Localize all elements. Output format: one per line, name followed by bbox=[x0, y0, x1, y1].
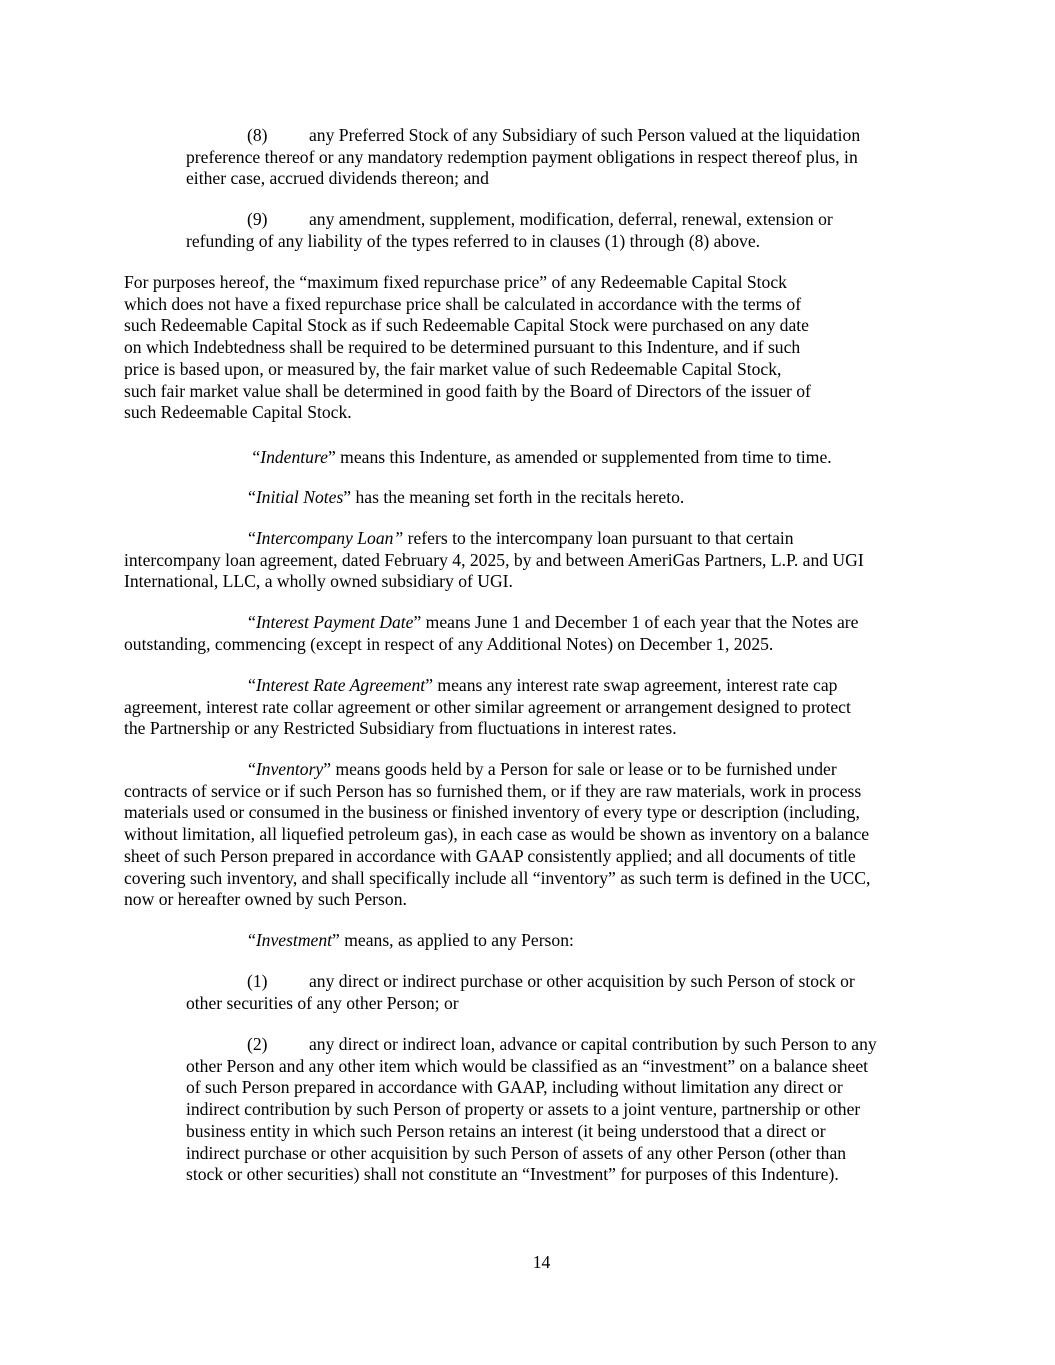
purposes-line: such Redeemable Capital Stock. bbox=[124, 402, 352, 423]
clause-8-number: (8) bbox=[247, 125, 268, 145]
investment-clause-2 bbox=[186, 1034, 877, 1186]
investment-clause-2-number: (2) bbox=[247, 1034, 268, 1054]
open-quote: “ bbox=[248, 759, 256, 779]
definition-line: the Partnership or any Restricted Subsidiary from fluctuations in interest rates. bbox=[124, 718, 677, 739]
investment-clause-2-line-1: any direct or indirect loan, advance or capital contribution by such Person to any bbox=[309, 1034, 877, 1054]
definition-initial-notes bbox=[124, 487, 684, 509]
investment-clause-1 bbox=[186, 971, 855, 1014]
defined-term: Interest Payment Date bbox=[255, 612, 414, 632]
defined-term: Initial Notes bbox=[255, 487, 344, 507]
investment-clause-2-line: indirect purchase or other acquisition by such Person of assets of any other Person (other than bbox=[186, 1142, 847, 1163]
clause-9-line-1: any amendment, supplement, modification, deferral, renewal, extension or bbox=[309, 209, 833, 229]
investment-clause-1-number: (1) bbox=[247, 971, 268, 991]
definition-interest-rate-agreement bbox=[124, 675, 851, 740]
definition-line: without limitation, all liquefied petroleum gas), in each case as would be shown as inventory on a balance bbox=[124, 824, 870, 845]
purposes-line: price is based upon, or measured by, the fair market value of such Redeemable Capital Stock, bbox=[124, 358, 782, 379]
defined-term: Indenture bbox=[260, 447, 328, 467]
definition-line: materials used or consumed in the business or finished inventory of every type or description (including, bbox=[124, 802, 860, 823]
open-quote: “ bbox=[248, 447, 261, 467]
open-quote: “ bbox=[248, 528, 256, 548]
investment-clause-2-line: stock or other securities) shall not constitute an “Investment” for purposes of this Indenture). bbox=[186, 1164, 839, 1185]
defined-term: Investment bbox=[255, 930, 333, 950]
clause-8-line-3: either case, accrued dividends thereon; and bbox=[186, 168, 489, 189]
definition-indenture bbox=[124, 447, 832, 469]
definition-line: intercompany loan agreement, dated February 4, 2025, by and between AmeriGas Partners, L.P. and UGI bbox=[124, 549, 864, 570]
investment-clause-2-line: business entity in which such Person retains an interest (it being understood that a direct or bbox=[186, 1120, 826, 1141]
clause-9-line-2: refunding of any liability of the types referred to in clauses (1) through (8) above. bbox=[186, 230, 761, 251]
definition-text: ” has the meaning set forth in the recitals hereto. bbox=[343, 487, 685, 507]
definition-line: agreement, interest rate collar agreement or other similar agreement or arrangement designed to protect bbox=[124, 696, 851, 717]
definition-interest-payment-date bbox=[124, 612, 858, 655]
purposes-line: For purposes hereof, the “maximum fixed repurchase price” of any Redeemable Capital Stock bbox=[124, 272, 787, 292]
open-quote: “ bbox=[248, 930, 256, 950]
open-quote: “ bbox=[248, 487, 256, 507]
definition-text: ” means this Indenture, as amended or supplemented from time to time. bbox=[327, 447, 832, 467]
definition-text: ” means June 1 and December 1 of each year that the Notes are bbox=[413, 612, 859, 632]
definition-line: International, LLC, a wholly owned subsidiary of UGI. bbox=[124, 571, 513, 592]
definition-intercompany-loan bbox=[124, 528, 864, 593]
clause-8-line-1: any Preferred Stock of any Subsidiary of such Person valued at the liquidation bbox=[309, 125, 861, 145]
definition-inventory bbox=[124, 759, 870, 911]
definition-text: ” means any interest rate swap agreement, interest rate cap bbox=[425, 675, 838, 695]
clause-8 bbox=[186, 125, 860, 190]
open-quote: “ bbox=[248, 675, 256, 695]
clause-9 bbox=[186, 209, 833, 252]
purposes-line: on which Indebtedness shall be required to be determined pursuant to this Indenture, and if such bbox=[124, 337, 801, 358]
defined-term: Inventory bbox=[255, 759, 324, 779]
page-number: 14 bbox=[532, 1252, 551, 1272]
definition-text: ” means goods held by a Person for sale or lease or to be furnished under bbox=[323, 759, 837, 779]
definition-line: outstanding, commencing (except in respect of any Additional Notes) on December 1, 2025. bbox=[124, 633, 774, 654]
clause-8-line-2: preference thereof or any mandatory redemption payment obligations in respect thereof plus, in bbox=[186, 146, 858, 167]
definition-line: covering such inventory, and shall specifically include all “inventory” as such term is defined in the UCC, bbox=[124, 867, 871, 888]
definition-text: ” means, as applied to any Person: bbox=[332, 930, 574, 950]
investment-clause-2-line: other Person and any other item which would be classified as an “investment” on a balance sheet bbox=[186, 1055, 869, 1076]
investment-clause-1-line-1: any direct or indirect purchase or other acquisition by such Person of stock or bbox=[309, 971, 855, 991]
defined-term: Intercompany Loan” bbox=[255, 528, 404, 548]
purposes-line: which does not have a fixed repurchase price shall be calculated in accordance with the terms of bbox=[124, 293, 802, 314]
defined-term: Interest Rate Agreement bbox=[255, 675, 426, 695]
purposes-line: such fair market value shall be determined in good faith by the Board of Directors of the issuer of bbox=[124, 380, 811, 401]
purposes-line: such Redeemable Capital Stock as if such Redeemable Capital Stock were purchased on any date bbox=[124, 315, 809, 336]
definition-text: refers to the intercompany loan pursuant to that certain bbox=[403, 528, 794, 548]
investment-clause-1-line-2: other securities of any other Person; or bbox=[186, 992, 459, 1013]
investment-clause-2-line: indirect contribution by such Person of property or assets to a joint venture, partnership or other bbox=[186, 1099, 861, 1120]
definition-line: contracts of service or if such Person has so furnished them, or if they are raw materials, work in process bbox=[124, 780, 862, 801]
clause-9-number: (9) bbox=[247, 209, 268, 229]
definition-investment bbox=[124, 930, 574, 952]
definition-line: sheet of such Person prepared in accordance with GAAP consistently applied; and all documents of title bbox=[124, 845, 856, 866]
open-quote: “ bbox=[248, 612, 256, 632]
definition-line: now or hereafter owned by such Person. bbox=[124, 889, 407, 910]
purposes-paragraph bbox=[124, 272, 811, 424]
investment-clause-2-line: of such Person prepared in accordance with GAAP, including without limitation any direct or bbox=[186, 1077, 843, 1098]
